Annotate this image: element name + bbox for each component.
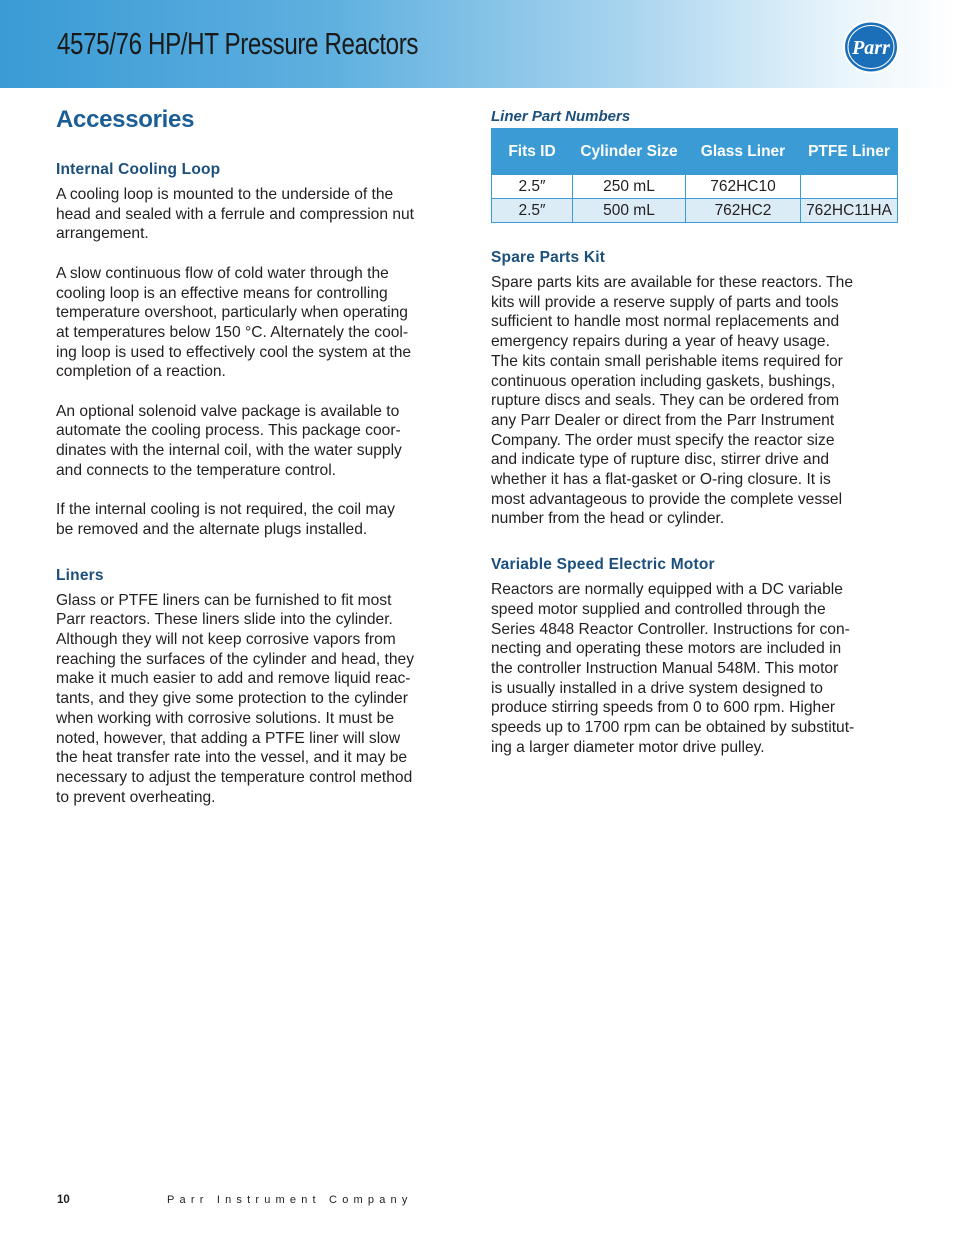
cooling-paragraph-4: If the internal cooling is not required, the coil may be removed and the alternate plugs installed. xyxy=(56,501,395,538)
footer-company-name: Parr Instrument Company xyxy=(167,1194,413,1206)
section-title-accessories: Accessories xyxy=(56,106,195,133)
heading-internal-cooling-loop: Internal Cooling Loop xyxy=(56,161,221,178)
motor-paragraph: Reactors are normally equipped with a DC variable speed motor supplied and controlled through the Series 4848 Reactor Controller. Instructions for con- necting and operating these motors are included in the controller Instruction Manual 548M. This motor is usually installed in a drive system designed to produce stirring speeds from 0 to 600 rpm. Higher speeds up to 1700 rpm can be obtained by substitut- ing a larger diameter motor drive pulley. xyxy=(491,581,855,756)
table-cell: 762HC10 xyxy=(686,175,801,199)
table-cell: 500 mL xyxy=(573,199,686,223)
table-cell: 2.5″ xyxy=(492,199,573,223)
column-header: Glass Liner xyxy=(686,129,801,175)
left-column xyxy=(56,106,466,807)
page-number: 10 xyxy=(57,1194,70,1206)
parr-logo-icon xyxy=(842,20,900,74)
table-cell xyxy=(801,175,898,199)
cooling-paragraph-3: An optional solenoid valve package is available to automate the cooling process. This package coor- dinates with the internal coil, with the water supply and connects to the temperature control. xyxy=(56,402,402,479)
right-column xyxy=(491,108,899,757)
heading-liners: Liners xyxy=(56,566,104,584)
table-cell: 762HC11HA xyxy=(801,199,898,223)
table-header-row xyxy=(492,129,898,175)
column-header: Fits ID xyxy=(492,129,573,175)
spare-parts-paragraph: Spare parts kits are available for these reactors. The kits will provide a reserve supply of parts and tools sufficient to handle most normal replacements and emergency repairs during a year of heavy usage. The kits contain small perishable items required for continuous operation including gaskets, bushings, rupture discs and seals. They can be ordered from any Parr Dealer or direct from the Parr Instrument Company. The order must specify the reactor size and indicate type of rupture disc, stirrer drive and whether it has a flat-gasket or O-ring closure. It is most advantageous to provide the complete vessel number from the head or cylinder. xyxy=(491,274,854,528)
logo-text: Parr xyxy=(852,37,890,59)
column-header: Cylinder Size xyxy=(573,129,686,175)
liners-paragraph: Glass or PTFE liners can be furnished to fit most Parr reactors. These liners slide into the cylinder. Although they will not keep corrosive vapors from reaching the surfaces of the cylinder and head, they make it much easier to add and remove liquid reac- tants, and they give some protection to the cylinder when working with corrosive solutions. It must be noted, however, that adding a PTFE liner will slow the heat transfer rate into the vessel, and it may be necessary to adjust the temperature control method to prevent overheating. xyxy=(56,591,415,806)
table-cell: 762HC2 xyxy=(686,199,801,223)
table-row xyxy=(492,175,898,199)
table-cell: 2.5″ xyxy=(492,175,573,199)
table-row xyxy=(492,199,898,223)
liner-part-numbers-table xyxy=(491,128,898,223)
table-caption: Liner Part Numbers xyxy=(491,108,631,125)
cooling-paragraph-2: A slow continuous flow of cold water through the cooling loop is an effective means for controlling temperature overshoot, particularly when operating at temperatures below 150 °C. Alternately the cool- ing loop is used to effectively cool the system at the completion of a reaction. xyxy=(56,264,412,381)
table-cell: 250 mL xyxy=(573,175,686,199)
heading-variable-speed-motor: Variable Speed Electric Motor xyxy=(491,556,715,574)
cooling-paragraph-1: A cooling loop is mounted to the underside of the head and sealed with a ferrule and compression nut arrangement. xyxy=(56,186,415,243)
document-title: 4575/76 HP/HT Pressure Reactors xyxy=(57,26,419,61)
heading-spare-parts-kit: Spare Parts Kit xyxy=(491,249,606,266)
column-header: PTFE Liner xyxy=(801,129,898,175)
